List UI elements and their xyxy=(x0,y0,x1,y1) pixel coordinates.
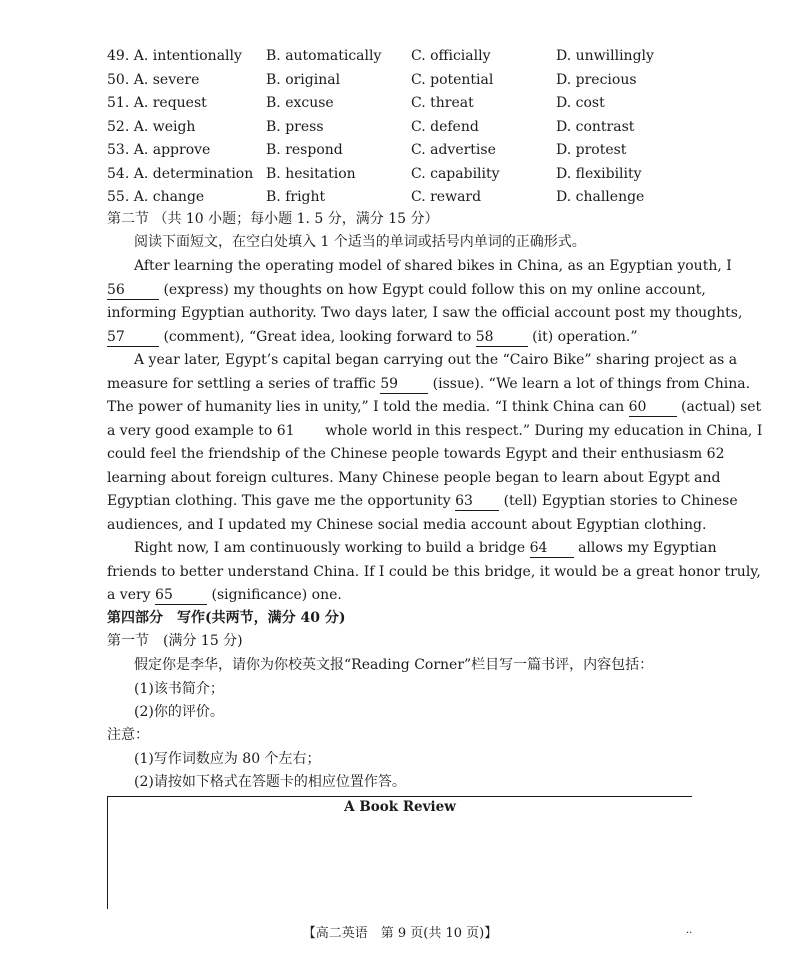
prompt-item: (2)你的评价。 xyxy=(134,704,224,720)
blank-58[interactable]: 58 xyxy=(476,329,528,347)
notice-label: 注意： xyxy=(107,727,149,743)
text-line xyxy=(107,443,725,467)
prompt-item: (1)该书简介； xyxy=(134,681,224,697)
blank-60[interactable]: 60 xyxy=(629,399,677,417)
option-b: B. original xyxy=(266,71,341,88)
writing-prompt: 假定你是李华，请你为你校英文报“Reading Corner”栏目写一篇书评，内容包括： xyxy=(134,657,654,673)
text-segment: (it) operation.” xyxy=(532,328,638,345)
text-segment: could feel the friendship of the Chinese people towards Egypt and their enthusiasm xyxy=(107,446,703,462)
text-segment: (significance) one. xyxy=(211,587,342,603)
text-segment: (comment), “Great idea, looking forward to xyxy=(163,328,472,345)
text-segment: a very xyxy=(107,587,151,603)
option-d: D. precious xyxy=(556,71,637,88)
question-row xyxy=(107,69,707,93)
question-row xyxy=(107,92,707,116)
option-a: 53. A. approve xyxy=(107,142,211,158)
text-segment: Egyptian clothing. This gave me the opportunity xyxy=(107,493,451,509)
blank-65[interactable]: 65 xyxy=(155,587,207,605)
option-b: B. excuse xyxy=(266,95,334,111)
text-segment: a very good example to xyxy=(107,422,273,439)
corner-mark: ·· xyxy=(686,928,693,939)
answer-box[interactable] xyxy=(107,796,692,909)
option-b: B. automatically xyxy=(266,48,382,64)
text-segment: Right now, I am continuously working to build a bridge xyxy=(134,540,526,556)
text-segment: whole world in this respect.” During my education in China, I xyxy=(325,422,763,439)
passage-paragraph-3 xyxy=(107,537,761,608)
text-segment: (express) my thoughts on how Egypt could follow this on my online account, xyxy=(163,281,706,298)
blank-59[interactable]: 59 xyxy=(380,376,428,394)
option-a: 54. A. determination xyxy=(107,165,254,182)
text-segment: measure for settling a series of traffic xyxy=(107,375,376,392)
option-c: C. reward xyxy=(411,189,482,205)
option-c: C. potential xyxy=(411,71,494,88)
option-d: D. flexibility xyxy=(556,165,642,182)
question-row xyxy=(107,116,707,140)
option-b: B. fright xyxy=(266,189,326,205)
passage-paragraph-1 xyxy=(107,255,743,349)
text-line: learning about foreign cultures. Many Chinese people began to learn about Egypt and xyxy=(107,469,721,486)
blank-61[interactable]: 61 xyxy=(276,422,295,439)
option-d: D. challenge xyxy=(556,189,645,205)
text-line xyxy=(107,420,763,444)
option-a: 52. A. weigh xyxy=(107,118,196,135)
text-segment: The power of humanity lies in unity,” I told the media. “I think China can xyxy=(107,399,625,415)
option-a: 55. A. change xyxy=(107,189,205,205)
multiple-choice-table xyxy=(107,45,707,210)
option-a: 51. A. request xyxy=(107,95,207,111)
text-line: friends to better understand China. If I could be this bridge, it would be a great honor truly, xyxy=(107,563,761,580)
option-a: 49. A. intentionally xyxy=(107,48,242,64)
blank-64[interactable]: 64 xyxy=(530,540,574,558)
option-a: 50. A. severe xyxy=(107,71,200,88)
section-heading: 第二节 （共 10 小题；每小题 1. 5 分，满分 15 分） xyxy=(107,211,439,227)
option-b: B. respond xyxy=(266,142,343,158)
text-segment: (issue). “We learn a lot of things from China. xyxy=(432,375,751,392)
option-c: C. defend xyxy=(411,118,479,135)
text-line: informing Egyptian authority. Two days later, I saw the official account post my thoughts, xyxy=(107,305,743,321)
question-row xyxy=(107,45,707,69)
option-b: B. hesitation xyxy=(266,165,356,182)
option-c: C. officially xyxy=(411,48,491,64)
option-d: D. protest xyxy=(556,142,627,158)
text-segment: (tell) Egyptian stories to Chinese xyxy=(503,493,738,509)
text-segment: allows my Egyptian xyxy=(578,540,717,556)
text-line: After learning the operating model of shared bikes in China, as an Egyptian youth, I xyxy=(134,258,732,274)
blank-62[interactable]: 62 xyxy=(706,446,725,462)
question-row xyxy=(107,163,707,187)
text-line: audiences, and I updated my Chinese social media account about Egyptian clothing. xyxy=(107,516,707,533)
text-line xyxy=(107,326,695,350)
text-line xyxy=(107,537,717,561)
option-c: C. threat xyxy=(411,95,474,111)
question-row xyxy=(107,186,707,210)
part-heading: 第四部分 写作(共两节，满分 40 分) xyxy=(107,610,346,626)
question-row xyxy=(107,139,707,163)
text-line xyxy=(107,279,706,303)
page-footer: 【高二英语 第 9 页(共 10 页)】 xyxy=(302,926,498,941)
text-line xyxy=(107,490,738,514)
text-line xyxy=(107,396,762,420)
passage-paragraph-2 xyxy=(107,349,763,537)
option-d: D. contrast xyxy=(556,118,635,135)
text-line: A year later, Egypt’s capital began carrying out the “Cairo Bike” sharing project as a xyxy=(134,352,738,368)
option-d: D. cost xyxy=(556,95,605,111)
blank-56[interactable]: 56 xyxy=(107,282,159,300)
notice-item: (1)写作词数应为 80 个左右； xyxy=(134,751,321,767)
answer-box-title: A Book Review xyxy=(344,799,456,815)
blank-57[interactable]: 57 xyxy=(107,329,159,347)
option-c: C. capability xyxy=(411,165,500,182)
option-d: D. unwillingly xyxy=(556,48,654,64)
section-heading: 第一节 (满分 15 分) xyxy=(107,633,243,649)
option-b: B. press xyxy=(266,118,324,135)
text-segment: (actual) set xyxy=(681,399,762,415)
text-line xyxy=(107,373,751,397)
text-line xyxy=(107,584,695,608)
section-instruction: 阅读下面短文，在空白处填入 1 个适当的单词或括号内单词的正确形式。 xyxy=(134,234,586,250)
option-c: C. advertise xyxy=(411,142,496,158)
blank-63[interactable]: 63 xyxy=(455,493,499,511)
notice-item: (2)请按如下格式在答题卡的相应位置作答。 xyxy=(134,774,406,790)
